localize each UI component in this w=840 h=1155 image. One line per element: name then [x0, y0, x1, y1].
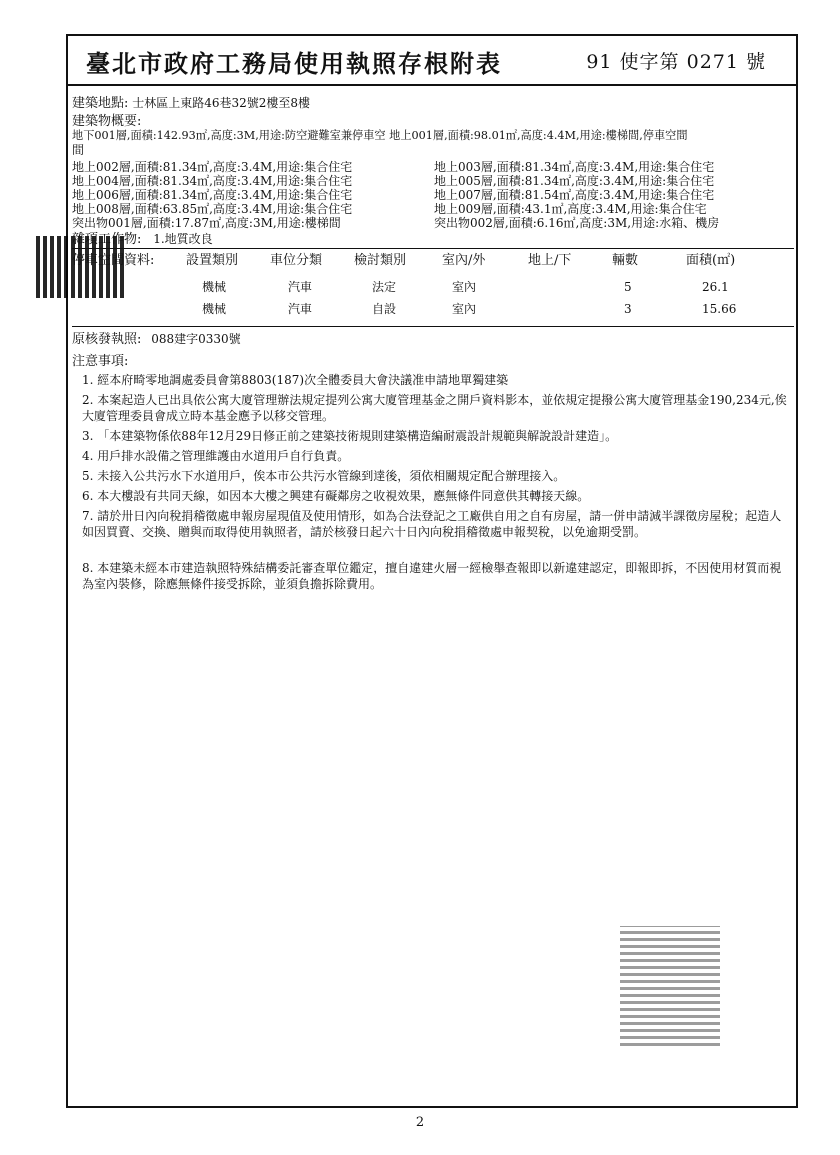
- note-item: 7. 請於卅日內向稅捐稽徵處申報房屋現值及使用情形，如為合法登記之工廠供自用之自有房屋，請一併申請減半課徵房屋稅；起造人如因買賣、交換、贈與而取得使用執照者，請於核發日起六十日內向稅捐稽徵處申報契稅，以免逾期受罰。: [82, 509, 782, 539]
- parking-row: 機械 汽車 自設 室內 3 15.66: [202, 302, 737, 316]
- note-item: 6. 本大樓設有共同天線，如因本大樓之興建有礙鄰房之收視效果，應無條件同意供其轉接天線。: [82, 489, 590, 503]
- divider: [72, 326, 794, 327]
- original-permit-row: [72, 332, 241, 347]
- parking-header: 檢討類別: [354, 253, 407, 268]
- page-number: 2: [415, 1115, 425, 1130]
- misc-label: 雜項工作物:: [72, 232, 142, 247]
- seal-stamp-right: [620, 926, 720, 1046]
- floor-row: 地上006層,面積:81.34㎡,高度:3.4M,用途:集合住宅 地上007層,面積:81.54㎡,高度:3.4M,用途:集合住宅: [72, 188, 715, 202]
- overview-line-1b: 間: [72, 143, 85, 157]
- parking-label: 停車空間資料:: [72, 253, 155, 268]
- original-permit-value: 088建字0330號: [151, 332, 241, 346]
- site-row: [72, 96, 310, 111]
- floor-row: 突出物001層,面積:17.87㎡,高度:3M,用途:樓梯間 突出物002層,面積:6.16㎡,高度:3M,用途:水箱、機房: [72, 216, 720, 230]
- site-label: 建築地點:: [72, 96, 129, 111]
- divider: [72, 248, 794, 249]
- note-item: 3. 「本建築物係依88年12月29日修正前之建築技術規則建築構造編耐震設計規範與解說設計建造」。: [82, 429, 618, 443]
- note-item: 2. 本案起造人已出具依公寓大廈管理辦法規定提列公寓大廈管理基金之開戶資料影本，並依規定提撥公寓大廈管理基金190,234元,俟大廈管理委員會成立時本基金應予以移交管理。: [82, 393, 787, 423]
- overview-label: 建築物概要:: [72, 114, 142, 129]
- floor-row: 地上008層,面積:63.85㎡,高度:3.4M,用途:集合住宅 地上009層,面積:43.1㎡,高度:3.4M,用途:集合住宅: [72, 202, 707, 216]
- site-address: 士林區上東路46巷32號2樓至8樓: [132, 96, 311, 110]
- title-row: [68, 36, 796, 86]
- floor-row: 地上004層,面積:81.34㎡,高度:3.4M,用途:集合住宅 地上005層,面積:81.34㎡,高度:3.4M,用途:集合住宅: [72, 174, 715, 188]
- floor-row: 地上002層,面積:81.34㎡,高度:3.4M,用途:集合住宅 地上003層,面積:81.34㎡,高度:3.4M,用途:集合住宅: [72, 160, 715, 174]
- parking-header: 面積(㎡): [686, 253, 736, 268]
- parking-header-row: [72, 254, 794, 272]
- misc-row: [72, 232, 213, 247]
- permit-number: 91 使字第 0271 號: [586, 51, 766, 73]
- parking-header: 車位分類: [270, 253, 323, 268]
- original-permit-label: 原核發執照:: [72, 332, 142, 347]
- misc-value: 1.地質改良: [153, 232, 213, 246]
- parking-row: 機械 汽車 法定 室內 5 26.1: [202, 280, 729, 294]
- note-item: 5. 未接入公共污水下水道用戶，俟本市公共污水管線到達後，須依相關規定配合辦理接入。: [82, 469, 566, 483]
- note-item: 8. 本建築未經本市建造執照特殊結構委託審查單位鑑定，擅自違建火層一經檢舉查報即以新違建認定，即報即拆，不因使用材質而視為室內裝修，除應無條件接受拆除，並須負擔拆除費用。: [82, 561, 782, 591]
- parking-header: 輛數: [612, 253, 639, 268]
- parking-header: 設置類別: [186, 253, 239, 268]
- note-item: 4. 用戶排水設備之管理維護由水道用戶自行負責。: [82, 449, 350, 463]
- note-item: 1. 經本府畸零地調處委員會第8803(187)次全體委員大會決議准申請地單獨建築: [82, 373, 509, 387]
- overview-line-1: 地下001層,面積:142.93㎡,高度:3M,用途:防空避難室兼停車空 地上001層,面積:98.01㎡,高度:4.4M,用途:樓梯間,停車空間: [72, 129, 688, 142]
- document-title: 臺北市政府工務局使用執照存根附表: [86, 49, 502, 78]
- parking-header: 室內/外: [442, 253, 486, 268]
- notes-label: 注意事項:: [72, 354, 129, 369]
- parking-header: 地上/下: [528, 253, 572, 268]
- document-frame: [66, 34, 798, 1108]
